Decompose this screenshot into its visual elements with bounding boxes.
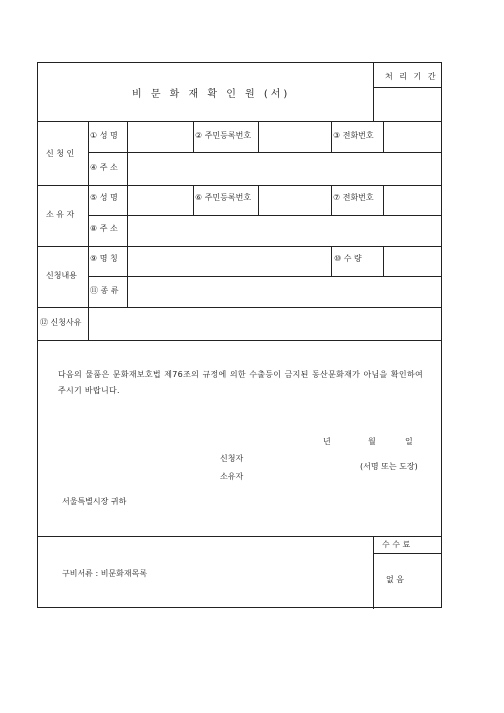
owner-id-label: ⑥ 주민등록번호 <box>195 193 252 202</box>
applicant-sign-label: 신청자 <box>220 454 244 463</box>
divider <box>331 121 332 152</box>
fee-label: 수 수 료 <box>382 540 411 549</box>
item-name-label: ⑨ 명 칭 <box>90 254 118 263</box>
applicant-address-label: ④ 주 소 <box>90 163 118 172</box>
divider <box>38 536 441 537</box>
owner-section-label: 소 유 자 <box>46 210 75 219</box>
divider <box>331 246 332 276</box>
divider <box>331 185 332 215</box>
divider <box>88 276 441 277</box>
owner-sign-label: 소유자 <box>220 472 244 481</box>
year-label: 년 <box>323 437 331 446</box>
divider <box>193 121 194 152</box>
divider <box>38 121 441 122</box>
application-form <box>37 62 442 608</box>
divider <box>373 87 441 88</box>
divider <box>38 340 441 341</box>
owner-phone-label: ⑦ 전화번호 <box>333 193 374 202</box>
applicant-section-label: 신 청 인 <box>46 149 75 158</box>
owner-address-label: ⑧ 주 소 <box>90 224 118 233</box>
processing-period-label: 처 리 기 간 <box>385 72 438 81</box>
divider <box>383 185 384 215</box>
divider <box>258 121 259 152</box>
statement-text: 다음의 물품은 문화재보호법 제76조의 규정에 의한 수출등이 금지된 동산문화재가 아님을 확인하여 주시기 바랍니다. <box>58 370 423 395</box>
divider <box>38 246 441 247</box>
day-label: 일 <box>405 437 413 446</box>
applicant-id-label: ② 주민등록번호 <box>195 131 252 140</box>
divider <box>258 185 259 215</box>
divider <box>88 152 441 153</box>
divider <box>373 536 374 609</box>
request-section-label: 신청내용 <box>46 271 77 280</box>
month-label: 월 <box>368 437 376 446</box>
owner-name-label: ⑤ 성 명 <box>90 193 118 202</box>
required-documents: 구비서류 : 비문화재목록 <box>62 569 148 578</box>
item-type-label: ⑪ 종 류 <box>90 286 119 295</box>
divider <box>373 553 441 554</box>
fee-value: 없 음 <box>386 575 404 584</box>
quantity-label: ⑩ 수 량 <box>334 254 362 263</box>
applicant-name-label: ① 성 명 <box>90 131 118 140</box>
divider <box>127 121 128 307</box>
form-title: 비 문 화 재 확 인 원 (서) <box>132 89 291 100</box>
reason-label: ⑫ 신청사유 <box>40 318 82 327</box>
divider <box>383 121 384 152</box>
divider <box>88 121 89 340</box>
divider <box>38 185 441 186</box>
divider <box>373 63 374 121</box>
divider <box>193 185 194 215</box>
signature-note: (서명 또는 도장) <box>360 462 418 471</box>
divider <box>383 246 384 276</box>
divider <box>38 307 441 308</box>
applicant-phone-label: ③ 전화번호 <box>333 131 374 140</box>
divider <box>88 215 441 216</box>
addressee: 서울특별시장 귀하 <box>62 497 127 506</box>
